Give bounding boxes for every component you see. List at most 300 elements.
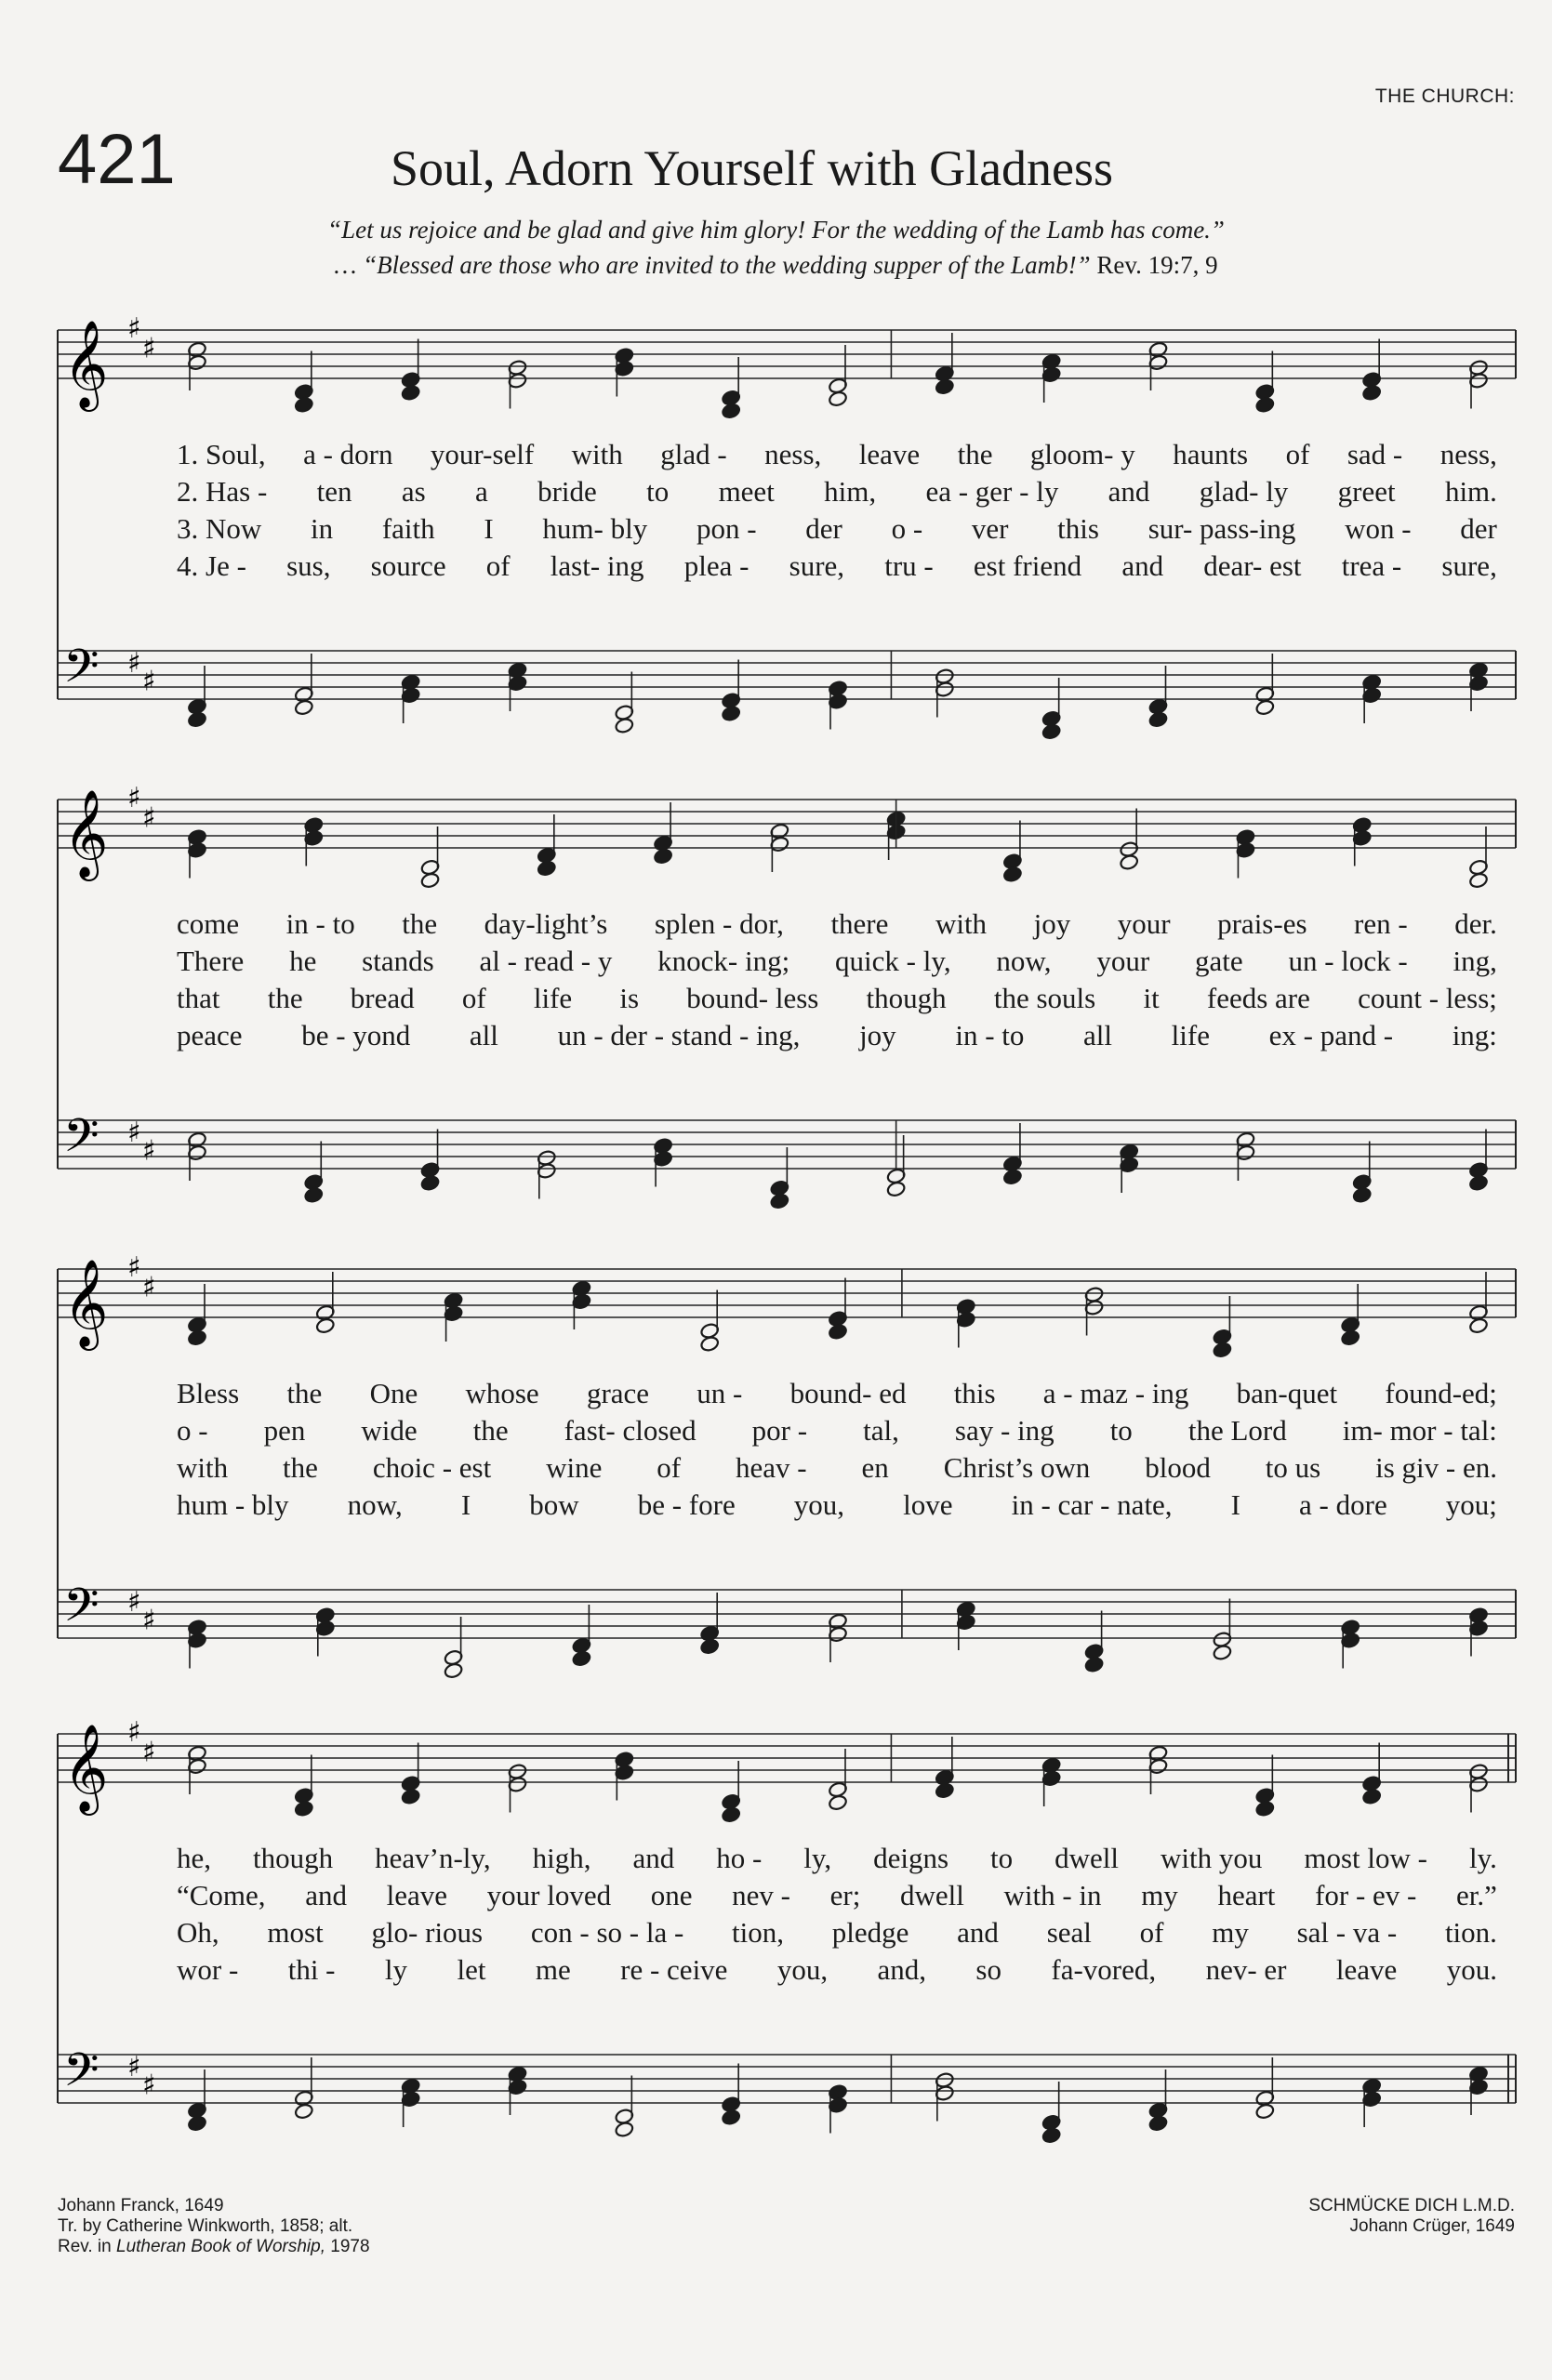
lyric-syllable: the [402, 907, 438, 940]
lyric-syllable: last- ing [550, 549, 644, 582]
lyric-syllable: high, [532, 1842, 591, 1874]
lyric-syllable: un - der - stand - ing, [557, 1019, 801, 1051]
lyric-syllable: to [646, 475, 670, 508]
bass-clef-icon: 𝄢 [63, 1579, 99, 1644]
note-head [721, 705, 740, 721]
lyric-syllable: the [957, 438, 993, 470]
lyric-syllable: ver [971, 512, 1009, 545]
lyric-syllable: heav - [736, 1451, 807, 1484]
note-head [187, 1329, 206, 1346]
lyric-syllable: ness, [1439, 438, 1497, 470]
lyric-line-stanza-4 [177, 1019, 1497, 1052]
lyric-syllable: him, [824, 475, 877, 508]
note-head [1468, 872, 1488, 889]
lyric-syllable: sad - [1346, 438, 1403, 470]
note-head [294, 396, 313, 413]
lyric-syllable: sur- pass-ing [1147, 512, 1296, 545]
lyric-syllable: be - yond [301, 1019, 411, 1051]
note-head [315, 1317, 335, 1334]
lyric-syllable: my [1141, 1879, 1178, 1911]
lyric-syllable: o - [177, 1414, 208, 1447]
bass-clef-icon: 𝄢 [63, 640, 99, 705]
bass-staff [58, 1579, 1516, 1644]
bass-staff [58, 640, 1516, 705]
lyric-syllable: most [267, 1916, 324, 1949]
lyric-syllable: ren - [1354, 907, 1408, 940]
lyric-syllable: be - fore [637, 1488, 736, 1521]
bass-notes [187, 1590, 1488, 1679]
lyric-syllable: and [632, 1842, 675, 1874]
lyric-syllable: your loved [486, 1879, 612, 1911]
lyric-line-stanza-4 [177, 1488, 1497, 1522]
note-head [1255, 1800, 1275, 1817]
lyric-syllable: a - dorn [303, 438, 393, 470]
lyric-syllable: tal, [863, 1414, 899, 1447]
hymn-number: 421 [58, 120, 176, 199]
lyric-syllable: im- mor - tal: [1342, 1414, 1497, 1447]
sharp-icon: ♯ [142, 1134, 156, 1168]
lyric-syllable: ly, [803, 1842, 832, 1874]
lyric-syllable: greet [1337, 475, 1396, 508]
lyric-syllable: leave [858, 438, 921, 470]
lyric-syllable: er.” [1456, 1879, 1497, 1911]
treble-notes [187, 800, 1488, 889]
hymn-title: Soul, Adorn Yourself with Gladness [391, 140, 1114, 196]
note-head [420, 872, 440, 889]
treble-staff [58, 312, 1516, 412]
sharp-icon: ♯ [142, 801, 156, 835]
lyric-line-stanza-2 [177, 1879, 1497, 1912]
lyric-syllable: to [990, 1842, 1014, 1874]
lyric-syllable: with you [1161, 1842, 1263, 1874]
lyric-syllable: the [286, 1377, 323, 1409]
lyric-syllable: ing: [1452, 1019, 1497, 1051]
lyric-syllable: There [177, 945, 245, 977]
note-head [1002, 1169, 1022, 1185]
lyric-syllable: one [650, 1879, 693, 1911]
note-head [1352, 1186, 1372, 1203]
lyric-syllable: sal - va - [1296, 1916, 1398, 1949]
lyric-syllable: One [369, 1377, 418, 1409]
lyric-syllable: won - [1345, 512, 1412, 545]
lyric-syllable: and [957, 1916, 999, 1949]
lyric-syllable: glad - [660, 438, 727, 470]
lyric-syllable: meet [718, 475, 775, 508]
lyric-syllable: wine [546, 1451, 603, 1484]
lyric-syllable: con - so - la - [530, 1916, 684, 1949]
lyric-syllable: of [1285, 438, 1310, 470]
lyric-syllable: bow [529, 1488, 579, 1521]
lyric-syllable: let [457, 1953, 486, 1986]
lyric-syllable: this [1057, 512, 1099, 545]
lyric-syllable: er; [829, 1879, 861, 1911]
lyric-syllable: thi - [287, 1953, 336, 1986]
tune-name: SCHMÜCKE DICH L.M.D. [1308, 2196, 1515, 2215]
lyric-syllable: of [461, 982, 486, 1014]
note-head [700, 1335, 720, 1352]
lyric-syllable: heart [1217, 1879, 1276, 1911]
lyric-syllable: with [935, 907, 988, 940]
lyric-syllable: ly. [1468, 1842, 1497, 1874]
note-head [828, 390, 847, 407]
note-head [187, 2115, 206, 2132]
bass-notes [187, 2055, 1488, 2144]
lyric-syllable: to [1109, 1414, 1133, 1447]
note-head [537, 860, 556, 877]
lyric-syllable: leave [386, 1879, 447, 1911]
note-head [294, 1800, 313, 1817]
sharp-icon: ♯ [127, 312, 141, 345]
note-head [1361, 384, 1381, 401]
note-head [1255, 396, 1275, 413]
treble-clef-icon: 𝄞 [63, 1259, 109, 1347]
lyric-syllable: ness, [764, 438, 822, 470]
lyric-syllable: of [657, 1451, 682, 1484]
lyric-syllable: 2. Has - [177, 475, 268, 508]
lyric-line-stanza-2 [177, 1414, 1497, 1448]
treble-staff [58, 1251, 1516, 1351]
epigraph [0, 212, 1552, 283]
sharp-icon: ♯ [127, 782, 141, 814]
lyric-syllable: of [485, 549, 511, 582]
lyric-syllable: fa-vored, [1051, 1953, 1157, 1986]
text-credits [58, 2196, 370, 2257]
note-head [1468, 1317, 1488, 1334]
revision-book: Lutheran Book of Worship, [116, 2237, 325, 2256]
bass-staff [58, 2043, 1516, 2109]
lyric-syllable: I [484, 512, 494, 545]
lyric-syllable: with [571, 438, 623, 470]
lyric-syllable: haunts [1173, 438, 1249, 470]
sharp-icon: ♯ [142, 2069, 156, 2102]
lyric-syllable: ex - pand - [1268, 1019, 1394, 1051]
sharp-icon: ♯ [127, 1251, 141, 1284]
lyric-syllable: now, [347, 1488, 403, 1521]
lyric-syllable: dear- est [1203, 549, 1302, 582]
lyric-syllable: pen [263, 1414, 306, 1447]
lyric-syllable: sure, [789, 549, 845, 582]
lyric-syllable: is giv - en. [1375, 1451, 1497, 1484]
lyric-syllable: all [1083, 1019, 1113, 1051]
lyric-syllable: and [305, 1879, 347, 1911]
lyric-syllable: with - in [1003, 1879, 1102, 1911]
lyric-syllable: choic - est [372, 1451, 492, 1484]
lyric-syllable: it [1143, 982, 1160, 1014]
translation-credit: Tr. by Catherine Winkworth, 1858; alt. [58, 2216, 353, 2236]
sharp-icon: ♯ [142, 1271, 156, 1304]
lyric-syllable: you; [1445, 1488, 1497, 1521]
lyric-syllable: gate [1194, 945, 1243, 977]
lyric-syllable: wide [361, 1414, 418, 1447]
note-head [721, 1806, 740, 1823]
tune-credits [1308, 2196, 1515, 2237]
sharp-icon: ♯ [142, 332, 156, 365]
note-head [721, 2109, 740, 2125]
lyric-syllable: bride [537, 475, 597, 508]
bass-notes [187, 651, 1488, 740]
note-head [700, 1638, 720, 1655]
lyric-syllable: prais-es [1217, 907, 1307, 940]
lyric-syllable: 4. Je - [177, 549, 246, 582]
lyric-syllable: a - maz - ing [1042, 1377, 1189, 1409]
note-head [1120, 853, 1139, 870]
note-head [572, 1650, 591, 1667]
lyric-syllable: bound- ed [789, 1377, 907, 1409]
note-head [886, 1181, 906, 1197]
lyric-syllable: of [1139, 1916, 1164, 1949]
lyric-syllable: wor - [177, 1953, 239, 1986]
lyric-syllable: I [460, 1488, 471, 1521]
note-head [721, 403, 740, 419]
lyric-line-stanza-1 [177, 1377, 1497, 1410]
lyric-syllable: plea - [683, 549, 749, 582]
sharp-icon: ♯ [142, 665, 156, 698]
bass-clef-icon: 𝄢 [63, 1109, 99, 1174]
lyric-syllable: count - less; [1358, 982, 1497, 1014]
treble-clef-icon: 𝄞 [63, 320, 109, 408]
bass-clef-icon: 𝄢 [63, 2043, 99, 2109]
treble-notes [187, 1734, 1488, 1823]
lyric-syllable: for - ev - [1315, 1879, 1417, 1911]
lyric-syllable: feeds are [1206, 982, 1310, 1014]
note-head [401, 384, 420, 401]
note-head [1213, 1644, 1232, 1660]
note-head [615, 717, 634, 734]
lyric-syllable: in - car - nate, [1011, 1488, 1173, 1521]
note-head [1213, 1342, 1232, 1358]
lyric-syllable: der. [1454, 907, 1497, 940]
lyric-line-stanza-2 [177, 945, 1497, 978]
lyric-syllable: stands [362, 945, 434, 977]
lyric-syllable: sus, [286, 549, 331, 582]
lyric-syllable: though [253, 1842, 334, 1874]
lyric-syllable: as [401, 475, 426, 508]
revision-prefix: Rev. in [58, 2237, 112, 2256]
lyric-syllable: Oh, [177, 1916, 219, 1949]
lyric-syllable: blood [1145, 1451, 1211, 1484]
lyric-syllable: leave [1335, 1953, 1398, 1986]
lyric-syllable: nev - [732, 1879, 790, 1911]
note-head [420, 1174, 440, 1191]
sharp-icon: ♯ [127, 1716, 141, 1749]
lyric-syllable: a - dore [1299, 1488, 1387, 1521]
lyric-syllable: grace [586, 1377, 650, 1409]
sharp-icon: ♯ [127, 1586, 141, 1619]
lyric-syllable: 1. Soul, [177, 438, 266, 470]
lyric-syllable: a [474, 475, 488, 508]
lyric-syllable: en [861, 1451, 889, 1484]
lyric-syllable: knock- ing; [657, 945, 790, 977]
lyric-syllable: me [535, 1953, 571, 1986]
note-head [1148, 2115, 1168, 2132]
lyric-syllable: un - [696, 1377, 743, 1409]
treble-notes [187, 330, 1488, 419]
lyric-line-stanza-3 [177, 1916, 1497, 1950]
lyric-line-stanza-3 [177, 512, 1497, 546]
lyric-syllable: sure, [1441, 549, 1497, 582]
lyric-syllable: though [866, 982, 947, 1014]
lyric-syllable: source [370, 549, 446, 582]
lyric-syllable: life [1171, 1019, 1210, 1051]
lyric-syllable: ban-quet [1236, 1377, 1338, 1409]
note-head [1341, 1329, 1360, 1346]
composer-credit: Johann Crüger, 1649 [1349, 2216, 1515, 2236]
lyric-syllable: “Come, [177, 1879, 266, 1911]
lyric-syllable: deigns [873, 1842, 949, 1874]
lyric-syllable: ho - [716, 1842, 763, 1874]
lyric-syllable: o - [891, 512, 923, 545]
sharp-icon: ♯ [142, 1604, 156, 1637]
lyric-syllable: say - ing [954, 1414, 1055, 1447]
note-head [935, 378, 954, 395]
lyric-syllable: whose [465, 1377, 539, 1409]
note-head [304, 1186, 324, 1203]
lyric-syllable: so [975, 1953, 1002, 1986]
lyric-syllable: he [289, 945, 317, 977]
lyric-syllable: your-self [430, 438, 535, 470]
lyric-syllable: pledge [831, 1916, 909, 1949]
lyric-syllable: ea - ger - ly [925, 475, 1059, 508]
lyric-syllable: my [1212, 1916, 1249, 1949]
note-head [1041, 2127, 1061, 2144]
note-head [615, 2121, 634, 2137]
lyric-syllable: now, [996, 945, 1052, 977]
lyric-syllable: the [283, 1451, 318, 1484]
lyric-syllable: most low - [1304, 1842, 1427, 1874]
note-head [1041, 723, 1061, 740]
lyric-syllable: the [267, 982, 303, 1014]
lyric-syllable: this [953, 1377, 996, 1409]
lyric-syllable: the Lord [1187, 1414, 1287, 1447]
note-head [935, 1782, 954, 1799]
sharp-icon: ♯ [127, 2051, 141, 2083]
lyric-syllable: your [1096, 945, 1150, 977]
lyric-syllable: I [1230, 1488, 1240, 1521]
lyric-line-stanza-1 [177, 1842, 1497, 1875]
lyric-syllable: you, [793, 1488, 845, 1521]
note-head [1361, 1788, 1381, 1805]
treble-clef-icon: 𝄞 [63, 789, 109, 878]
note-head [1255, 699, 1275, 716]
revision-credit [58, 2237, 370, 2257]
lyric-syllable: re - ceive [620, 1953, 728, 1986]
lyric-syllable: un - lock - [1288, 945, 1408, 977]
note-head [1468, 1174, 1488, 1191]
lyric-syllable: al - read - y [479, 945, 613, 977]
lyric-syllable: glo- rious [371, 1916, 484, 1949]
text-author: Johann Franck, 1649 [58, 2196, 224, 2215]
lyric-syllable: 3. Now [177, 512, 262, 545]
lyric-line-stanza-1 [177, 907, 1497, 941]
lyric-line-stanza-3 [177, 982, 1497, 1015]
note-head [770, 1193, 789, 1210]
lyric-syllable: come [177, 907, 240, 940]
lyric-syllable: bound- less [686, 982, 819, 1014]
bass-notes [187, 1120, 1488, 1210]
lyric-syllable: est friend [973, 549, 1082, 582]
lyric-syllable: seal [1046, 1916, 1092, 1949]
note-head [294, 699, 313, 716]
epigraph-line-1: “Let us rejoice and be glad and give him glory! For the wedding of the Lamb has come.” [327, 216, 1225, 244]
sharp-icon: ♯ [127, 1117, 141, 1149]
lyric-syllable: with [177, 1451, 229, 1484]
lyric-syllable: der [805, 512, 842, 545]
note-head [828, 1794, 847, 1811]
lyric-syllable: heav’n-ly, [375, 1842, 491, 1874]
treble-notes [187, 1269, 1488, 1358]
lyric-syllable: Bless [177, 1377, 240, 1409]
lyric-syllable: faith [381, 512, 435, 545]
lyric-syllable: he, [177, 1842, 212, 1874]
lyric-syllable: tru - [884, 549, 934, 582]
note-head [1084, 1656, 1104, 1673]
lyric-syllable: tion. [1444, 1916, 1497, 1949]
lyric-line-stanza-3 [177, 1451, 1497, 1485]
lyric-syllable: is [619, 982, 640, 1014]
lyric-syllable: peace [177, 1019, 243, 1051]
lyric-syllable: trea - [1341, 549, 1402, 582]
sharp-icon: ♯ [127, 647, 141, 680]
lyric-line-stanza-2 [177, 475, 1497, 509]
lyric-syllable: splen - dor, [654, 907, 784, 940]
lyric-syllable: hum- bly [542, 512, 648, 545]
lyric-syllable: in - to [285, 907, 355, 940]
lyric-syllable: der [1460, 512, 1497, 545]
note-head [1002, 866, 1022, 882]
lyric-syllable: hum - bly [177, 1488, 289, 1521]
lyric-syllable: tion, [732, 1916, 785, 1949]
note-head [653, 848, 672, 865]
lyric-syllable: in [311, 512, 334, 545]
treble-clef-icon: 𝄞 [63, 1724, 109, 1812]
lyric-syllable: life [533, 982, 573, 1014]
lyric-syllable: there [830, 907, 889, 940]
revision-year: 1978 [330, 2237, 370, 2256]
lyric-syllable: your [1117, 907, 1171, 940]
lyric-syllable: that [177, 982, 220, 1014]
section-heading: THE CHURCH: [1374, 86, 1515, 107]
note-head [401, 1788, 420, 1805]
lyric-syllable: gloom- y [1029, 438, 1135, 470]
lyric-syllable: nev- er [1205, 1953, 1287, 1986]
lyric-syllable: ten [316, 475, 352, 508]
note-head [444, 1662, 463, 1679]
lyric-syllable: the [472, 1414, 509, 1447]
lyric-syllable: quick - ly, [835, 945, 951, 977]
lyric-syllable: and, [877, 1953, 927, 1986]
lyric-syllable: in - to [955, 1019, 1025, 1051]
lyric-syllable: and [1121, 549, 1164, 582]
lyric-syllable: him. [1444, 475, 1497, 508]
lyric-syllable: joy [859, 1019, 896, 1051]
note-head [1148, 711, 1168, 728]
note-head [294, 2103, 313, 2120]
lyric-syllable: the souls [993, 982, 1096, 1014]
lyric-syllable: por - [751, 1414, 808, 1447]
lyric-syllable: ing, [1453, 945, 1497, 977]
lyric-line-stanza-1 [177, 438, 1497, 471]
lyric-syllable: found-ed; [1385, 1377, 1497, 1409]
lyric-line-stanza-4 [177, 1953, 1497, 1987]
lyric-syllable: you, [776, 1953, 829, 1986]
note-head [1255, 2103, 1275, 2120]
lyric-syllable: dwell [1055, 1842, 1120, 1874]
epigraph-reference: Rev. 19:7, 9 [1096, 251, 1218, 279]
lyric-syllable: you. [1446, 1953, 1497, 1986]
lyric-syllable: glad- ly [1199, 475, 1289, 508]
lyric-syllable: love [903, 1488, 953, 1521]
sharp-icon: ♯ [142, 1736, 156, 1769]
